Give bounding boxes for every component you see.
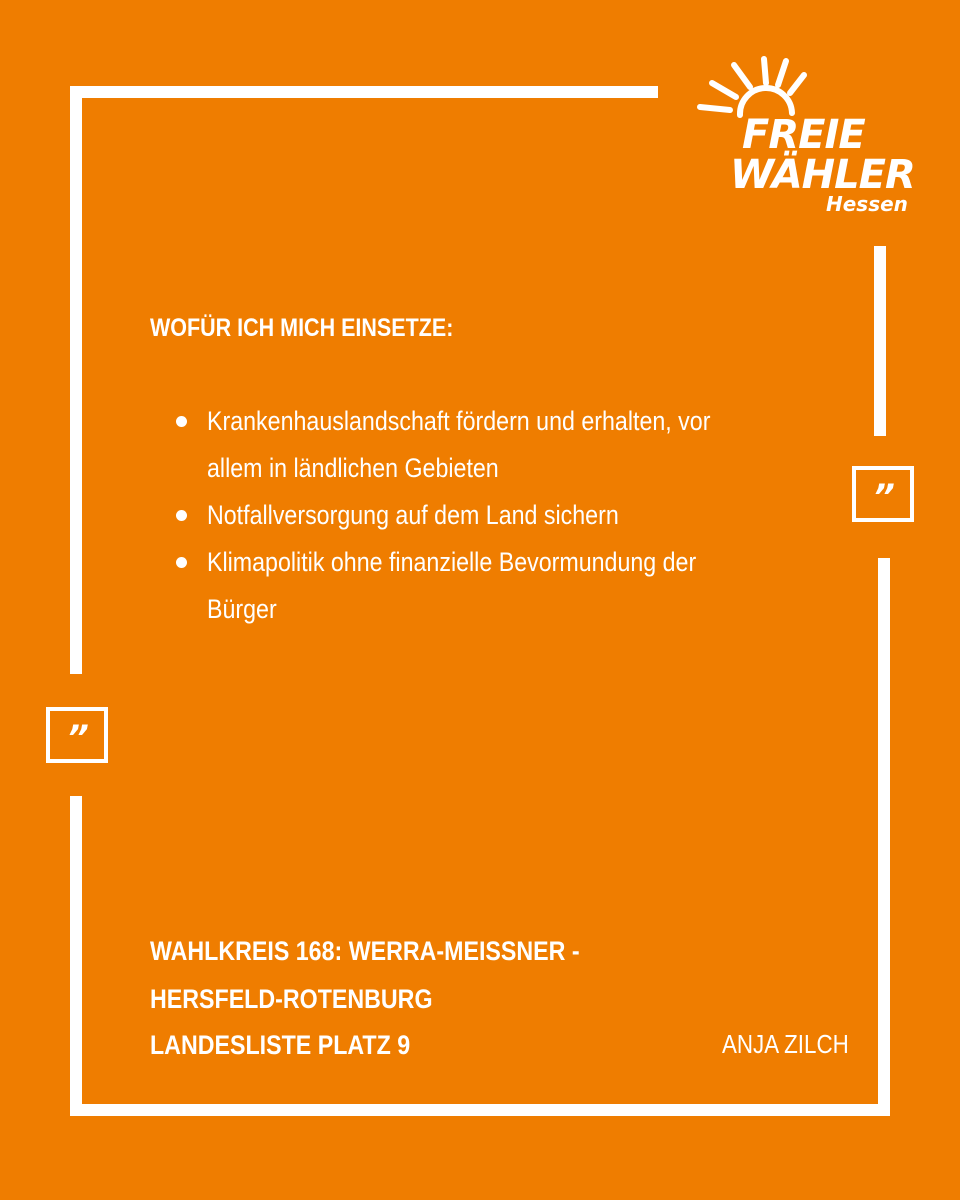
bullet-icon	[176, 416, 187, 427]
frame-left-lower-line	[70, 796, 82, 1116]
quote-mark-icon: ”	[852, 466, 914, 522]
list-item-text	[207, 492, 800, 539]
frame-top-line	[70, 86, 658, 98]
list-item-line: Klimapolitik ohne finanzielle Bevormundung der	[207, 547, 697, 577]
bullet-icon	[176, 557, 187, 568]
logo-text-waehler: WÄHLER	[730, 152, 915, 198]
list-item	[174, 539, 814, 633]
candidate-name: ANJA ZILCH	[722, 1029, 849, 1059]
frame-right-upper-line	[874, 246, 886, 436]
list-item-line: Bürger	[207, 594, 277, 624]
freie-waehler-logo	[690, 55, 920, 225]
list-item	[174, 492, 814, 539]
list-item-text	[207, 398, 800, 492]
list-item-line: Krankenhauslandschaft fördern und erhalten, vor	[207, 406, 711, 436]
logo-text-freie: FREIE	[742, 112, 865, 158]
bullet-icon	[176, 510, 187, 521]
list-item-line: allem in ländlichen Gebieten	[207, 453, 499, 483]
frame-left-upper-line	[70, 86, 82, 674]
section-heading: WOFÜR ICH MICH EINSETZE:	[150, 314, 454, 342]
list-item-line: Notfallversorgung auf dem Land sichern	[207, 500, 619, 530]
quote-mark-icon: ”	[46, 707, 108, 763]
list-item	[174, 398, 814, 492]
logo-text-hessen: Hessen	[826, 192, 908, 216]
frame-right-lower-line	[878, 558, 890, 1116]
list-item-text	[207, 539, 800, 633]
commitment-list	[174, 398, 814, 633]
state-list-position: LANDESLISTE PLATZ 9	[150, 1030, 411, 1060]
constituency-line-2: HERSFELD-ROTENBURG	[150, 984, 433, 1014]
frame-bottom-line	[70, 1104, 890, 1116]
constituency-line: WAHLKREIS 168: WERRA-MEISSNER -	[150, 936, 580, 966]
